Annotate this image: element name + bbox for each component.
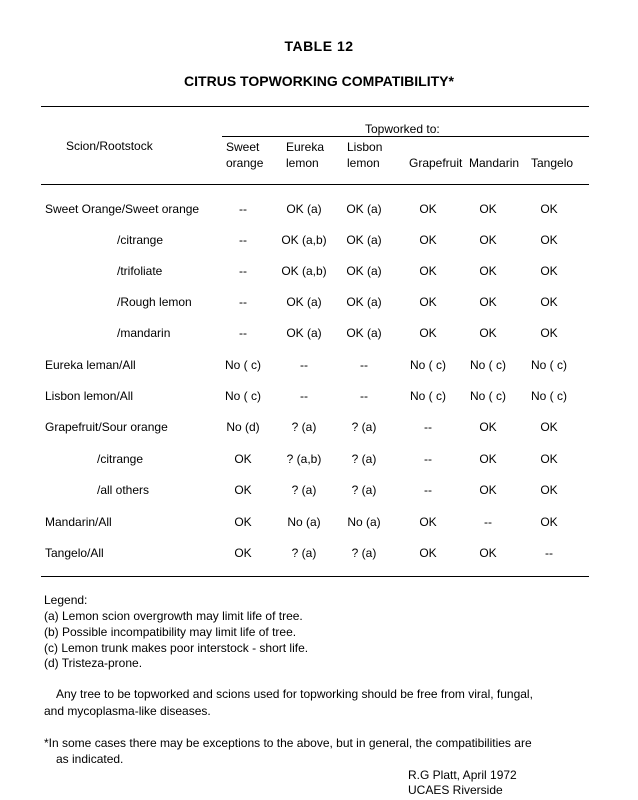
table-cell: ? (a): [291, 483, 317, 497]
column-header-line: Lisbon: [347, 140, 383, 154]
table-cell: OK: [479, 420, 497, 434]
table-cell: No (d): [226, 420, 260, 434]
table-cell: OK: [419, 295, 437, 309]
disease-note-line: and mycoplasma-like diseases.: [44, 704, 211, 718]
table-cell: --: [239, 202, 247, 216]
table-cell: OK: [479, 483, 497, 497]
table-cell: OK: [540, 233, 558, 247]
table-cell: --: [424, 420, 432, 434]
column-header-sweet-orange: [226, 139, 263, 171]
table-cell: OK: [479, 295, 497, 309]
table-cell: No ( c): [225, 389, 261, 403]
row-label: Eureka leman/All: [45, 358, 136, 372]
table-cell: OK (a): [286, 295, 322, 309]
table-cell: No ( c): [531, 389, 567, 403]
table-cell: OK: [419, 264, 437, 278]
disease-note-line: Any tree to be topworked and scions used for topworking should be free from viral, fungal,: [56, 687, 533, 701]
table-cell: ? (a): [351, 420, 377, 434]
table-cell: ? (a): [351, 483, 377, 497]
column-header-line: orange: [226, 156, 264, 170]
exceptions-footnote-line: *In some cases there may be exceptions to the above, but in general, the compatibilities are: [44, 736, 532, 750]
table-cell: OK: [479, 264, 497, 278]
column-header-lisbon-lemon: [347, 139, 382, 171]
table-cell: --: [424, 452, 432, 466]
column-header-eureka-lemon: [286, 139, 324, 171]
table-cell: OK (a,b): [281, 233, 327, 247]
table-cell: OK: [540, 295, 558, 309]
table-cell: --: [360, 389, 368, 403]
table-cell: OK: [234, 452, 252, 466]
column-header-line: lemon: [286, 156, 319, 170]
row-label: Sweet Orange/Sweet orange: [45, 202, 200, 216]
table-cell: --: [360, 358, 368, 372]
table-cell: --: [545, 546, 553, 560]
row-label: /mandarin: [117, 326, 171, 340]
table-cell: OK: [479, 233, 497, 247]
table-cell: OK: [479, 452, 497, 466]
row-label: /Rough lemon: [117, 295, 192, 309]
table-cell: OK: [234, 515, 252, 529]
table-header-rule: [41, 184, 589, 185]
column-header-line: Eureka: [286, 140, 325, 154]
table-cell: No ( c): [531, 358, 567, 372]
table-cell: ? (a): [291, 546, 317, 560]
row-label: Grapefruit/Sour orange: [45, 420, 168, 434]
table-bottom-rule: [41, 576, 589, 577]
table-cell: No (a): [287, 515, 321, 529]
table-cell: ? (a,b): [286, 452, 322, 466]
table-cell: OK: [540, 452, 558, 466]
column-header-tangelo: Tangelo: [531, 156, 574, 170]
table-cell: OK: [540, 483, 558, 497]
table-cell: OK (a): [286, 202, 322, 216]
stub-header: Scion/Rootstock: [66, 139, 153, 153]
table-cell: OK: [419, 546, 437, 560]
table-cell: OK: [540, 515, 558, 529]
table-cell: No ( c): [410, 389, 446, 403]
exceptions-footnote-line: as indicated.: [56, 752, 124, 766]
column-header-mandarin: Mandarin: [469, 156, 520, 170]
column-header-line: lemon: [347, 156, 380, 170]
table-cell: ? (a): [351, 452, 377, 466]
table-cell: No ( c): [225, 358, 261, 372]
table-cell: No (a): [347, 515, 381, 529]
table-cell: OK: [419, 326, 437, 340]
row-label: /citrange: [97, 452, 144, 466]
column-header-line: Sweet: [226, 140, 260, 154]
author-signature: R.G Platt, April 1972: [408, 768, 517, 782]
table-top-rule: [41, 106, 589, 107]
table-cell: --: [239, 295, 247, 309]
table-cell: OK: [540, 264, 558, 278]
table-cell: --: [239, 264, 247, 278]
table-cell: --: [239, 326, 247, 340]
row-label: Tangelo/All: [45, 546, 104, 560]
table-cell: OK (a): [346, 233, 382, 247]
table-cell: OK: [540, 326, 558, 340]
row-label: /citrange: [117, 233, 164, 247]
table-cell: OK: [234, 483, 252, 497]
table-title: CITRUS TOPWORKING COMPATIBILITY*: [184, 73, 454, 89]
column-group-header: Topworked to:: [365, 122, 440, 136]
table-cell: OK (a): [286, 326, 322, 340]
table-cell: OK: [419, 233, 437, 247]
table-cell: OK: [540, 420, 558, 434]
table-cell: OK: [540, 202, 558, 216]
table-cell: OK: [234, 546, 252, 560]
table-cell: No ( c): [410, 358, 446, 372]
table-cell: --: [239, 233, 247, 247]
legend-item: (d) Tristeza-prone.: [44, 656, 143, 670]
table-cell: OK (a): [346, 326, 382, 340]
table-cell: OK (a): [346, 264, 382, 278]
table-cell: No ( c): [470, 358, 506, 372]
table-cell: OK (a): [346, 202, 382, 216]
table-cell: OK: [479, 546, 497, 560]
table-cell: --: [300, 389, 308, 403]
table-cell: OK (a): [346, 295, 382, 309]
table-cell: ? (a): [291, 420, 317, 434]
legend-heading: Legend:: [44, 593, 88, 607]
column-group-rule: [222, 136, 589, 137]
column-header-grapefruit: Grapefruit: [409, 156, 463, 170]
institution-signature: UCAES Riverside: [408, 783, 503, 797]
table-cell: OK: [479, 202, 497, 216]
table-number: TABLE 12: [284, 38, 354, 54]
row-label: /all others: [97, 483, 150, 497]
table-cell: --: [300, 358, 308, 372]
table-cell: --: [424, 483, 432, 497]
table-cell: No ( c): [470, 389, 506, 403]
table-cell: OK: [419, 202, 437, 216]
row-label: Mandarin/All: [45, 515, 112, 529]
legend-item: (b) Possible incompatibility may limit life of tree.: [44, 625, 297, 639]
legend-item: (c) Lemon trunk makes poor interstock - short life.: [44, 641, 309, 655]
row-label: Lisbon lemon/All: [45, 389, 134, 403]
row-label: /trifoliate: [117, 264, 163, 278]
table-cell: OK (a,b): [281, 264, 327, 278]
table-cell: OK: [479, 326, 497, 340]
table-cell: --: [484, 515, 492, 529]
legend-item: (a) Lemon scion overgrowth may limit life of tree.: [44, 609, 303, 623]
table-cell: ? (a): [351, 546, 377, 560]
table-cell: OK: [419, 515, 437, 529]
